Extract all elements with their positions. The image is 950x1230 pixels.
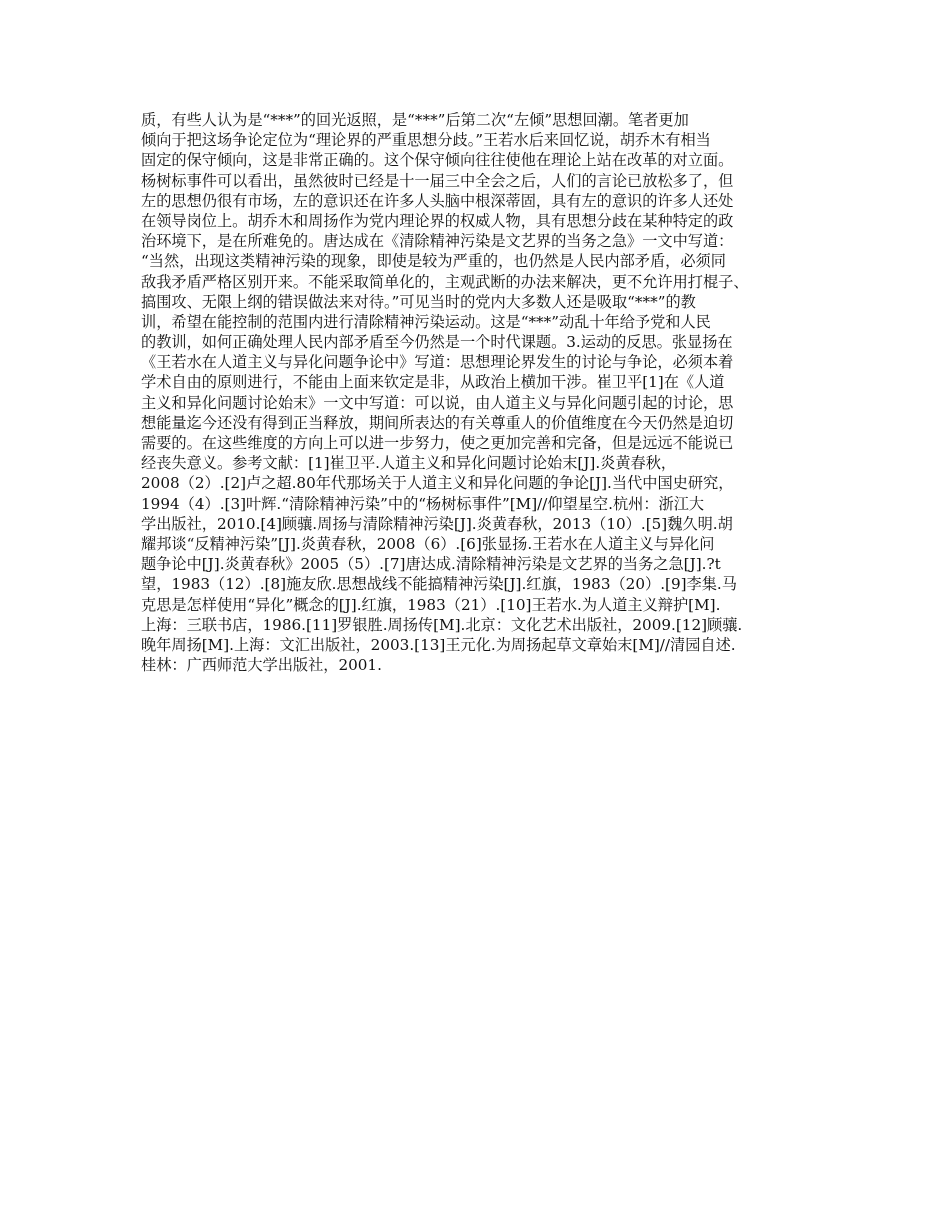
text-line: 左的思想仍很有市场，左的意识还在许多人头脑中根深蒂固，具有左的意识的许多人还处	[141, 191, 734, 210]
text-line: 质，有些人认为是“***”的回光返照，是“***”后第二次“左倾”思想回潮。笔者更加	[141, 111, 689, 129]
text-line: 需要的。在这些维度的方向上可以进一步努力，使之更加完善和完备，但是远远不能说已	[141, 434, 734, 452]
text-line: 《王若水在人道主义与异化问题争论中》写道：思想理论界发生的讨论与争论，必须本着	[141, 353, 734, 372]
text-line: 题争论中[J].炎黄春秋》2005（5）.[7]唐达成.清除精神污染是文艺界的当务之急[J].?t	[141, 555, 721, 574]
text-line: 治环境下，是在所难免的。唐达成在《清除精神污染是文艺界的当务之急》一文中写道：	[141, 232, 734, 251]
text-line: 的教训，如何正确处理人民内部矛盾至今仍然是一个时代课题。3.运动的反思。张显扬在	[141, 333, 733, 352]
text-line: 2008（2）.[2]卢之超.80年代那场关于人道主义和异化问题的争论[J].当代中国史研究，	[141, 474, 734, 493]
text-line: 训，希望在能控制的范围内进行清除精神污染运动。这是“***”动乱十年给予党和人民	[141, 312, 711, 331]
text-line: 在领导岗位上。胡乔木和周扬作为党内理论界的权威人物，具有思想分歧在某种特定的政	[141, 211, 734, 230]
text-line: 主义和异化问题讨论始末》一文中写道：可以说，由人道主义与异化问题引起的讨论，思	[141, 393, 734, 412]
text-line: “当然，出现这类精神污染的现象，即使是较为严重的，也仍然是人民内部矛盾，必须同	[141, 252, 726, 271]
text-line: 1994（4）.[3]叶辉.“清除精神污染”中的“杨树标事件”[M]//仰望星空.杭州：浙江大	[141, 494, 705, 513]
text-line: 耀邦谈“反精神污染”[J].炎黄春秋，2008（6）.[6]张显扬.王若水在人道主义与异化问	[141, 534, 715, 553]
text-line: 望，1983（12）.[8]施友欣.思想战线不能搞精神污染[J].红旗，1983（20）.[9]李集.马	[141, 575, 737, 594]
text-line: 上海：三联书店，1986.[11]罗银胜.周扬传[M].北京：文化艺术出版社，2009.[12]顾骧.	[141, 615, 743, 634]
text-line: 经丧失意义。参考文献：[1]崔卫平.人道主义和异化问题讨论始末[J].炎黄春秋，	[141, 454, 677, 473]
text-line: 学术自由的原则进行，不能由上面来钦定是非，从政治上横加干涉。崔卫平[1]在《人道	[141, 373, 725, 392]
text-line: 克思是怎样使用“异化”概念的[J].红旗，1983（21）.[10]王若水.为人道主义辩护[M].	[141, 595, 721, 614]
body-text	[141, 110, 821, 675]
text-line: 搞围攻、无限上纲的错误做法来对待。”可见当时的党内大多数人还是吸取“***”的教	[141, 292, 696, 311]
text-line: 桂林：广西师范大学出版社，2001.	[141, 656, 382, 675]
text-line: 敌我矛盾严格区别开来。不能采取简单化的，主观武断的办法来解决，更不允许用打棍子、	[141, 272, 749, 291]
text-line: 杨树标事件可以看出，虽然彼时已经是十一届三中全会之后，人们的言论已放松多了，但	[141, 171, 734, 190]
text-line: 想能量迄今还没有得到正当释放，期间所表达的有关尊重人的价值维度在今天仍然是迫切	[141, 413, 734, 432]
text-line: 固定的保守倾向，这是非常正确的。这个保守倾向往往使他在理论上站在改革的对立面。	[141, 151, 734, 170]
text-line: 学出版社，2010.[4]顾骧.周扬与清除精神污染[J].炎黄春秋，2013（10）.[5]魏久明.胡	[141, 514, 733, 533]
text-line: 倾向于把这场争论定位为“理论界的严重思想分歧。”王若水后来回忆说，胡乔木有相当	[141, 131, 711, 150]
text-line: 晚年周扬[M].上海：文汇出版社，2003.[13]王元化.为周扬起草文章始末[M]//清园自述.	[141, 635, 736, 654]
